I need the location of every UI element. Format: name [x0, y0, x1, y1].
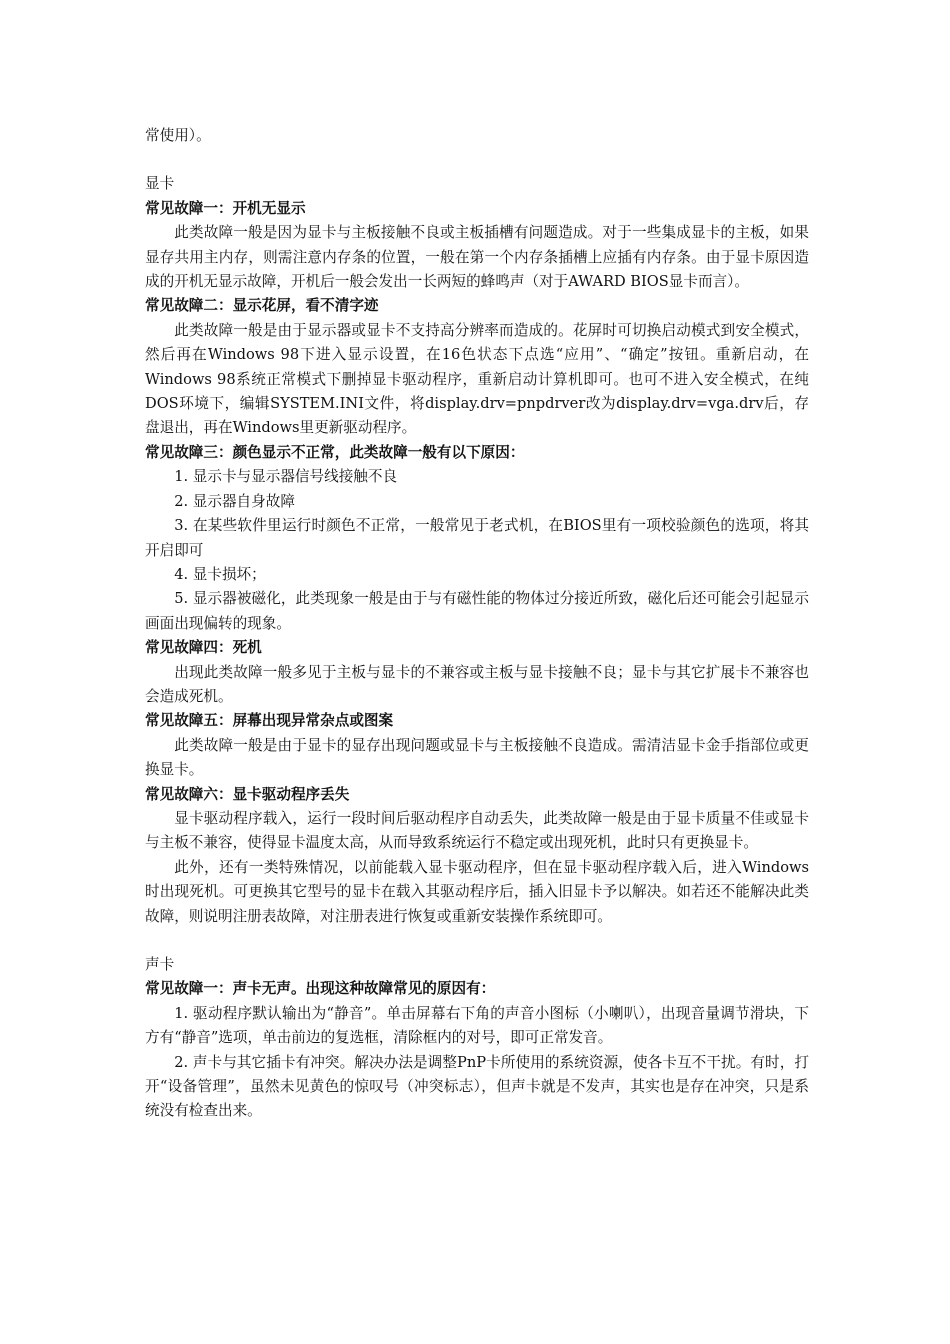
fault-heading: 常见故障四：死机	[145, 639, 262, 657]
fault-paragraph: 此类故障一般是因为显卡与主板接触不良或主板插槽有问题造成。对于一些集成显卡的主板，如果显存共用主内存，则需注意内存条的位置，一般在第一个内存条插槽上应插有内存条。由于显卡原因造成的开机无显示故障，开机后一般会发出一长两短的蜂鸣声（对于AWARD BIOS显卡而言）。	[145, 224, 809, 291]
list-item: 3. 在某些软件里运行时颜色不正常，一般常见于老式机，在BIOS里有一项校验颜色的选项，将其开启即可	[145, 517, 809, 559]
list-item: 5. 显示器被磁化，此类现象一般是由于与有磁性能的物体过分接近所致，磁化后还可能会引起显示画面出现偏转的现象。	[145, 590, 809, 632]
fault-paragraph: 此类故障一般是由于显示器或显卡不支持高分辨率而造成的。花屏时可切换启动模式到安全模式，然后再在Windows 98下进入显示设置，在16色状态下点选“应用”、“确定”按钮。重新启动，在Windows 98系统正常模式下删掉显卡驱动程序，重新启动计算机即可。也可不进入安全模式，在纯DOS环境下，编辑SYSTEM.INI文件，将display.drv=pnpdrver改为display.drv=vga.drv后，存盘退出，再在Windows里更新驱动程序。	[145, 321, 809, 437]
fault-heading: 常见故障五：屏幕出现异常杂点或图案	[145, 712, 394, 730]
fault-paragraph: 显卡驱动程序载入，运行一段时间后驱动程序自动丢失，此类故障一般是由于显卡质量不佳或显卡与主板不兼容，使得显卡温度太高，从而导致系统运行不稳定或出现死机，此时只有更换显卡。	[145, 809, 809, 852]
fault-paragraph: 出现此类故障一般多见于主板与显卡的不兼容或主板与显卡接触不良；显卡与其它扩展卡不兼容也会造成死机。	[145, 663, 809, 705]
section-label-sound: 声卡	[145, 956, 175, 973]
fault-heading: 常见故障二：显示花屏，看不清字迹	[145, 297, 379, 315]
list-item: 2. 声卡与其它插卡有冲突。解决办法是调整PnP卡所使用的系统资源，使各卡互不干扰。有时，打开“设备管理”，虽然未见黄色的惊叹号（冲突标志），但声卡就是不发声，其实也是存在冲突，只是系统没有检查出来。	[145, 1053, 809, 1120]
list-item: 4. 显卡损坏；	[174, 565, 266, 583]
fault-heading: 常见故障一：声卡无声。出现这种故障常见的原因有：	[145, 980, 496, 998]
document-body	[145, 124, 809, 1124]
fault-heading: 常见故障六：显卡驱动程序丢失	[145, 785, 350, 803]
section-label-gpu: 显卡	[145, 175, 175, 193]
fault-paragraph: 此外，还有一类特殊情况，以前能载入显卡驱动程序，但在显卡驱动程序载入后，进入Windows时出现死机。可更换其它型号的显卡在载入其驱动程序后，插入旧显卡予以解决。如若还不能解决此类故障，则说明注册表故障，对注册表进行恢复或重新安装操作系统即可。	[145, 858, 809, 925]
fault-heading: 常见故障三：颜色显示不正常，此类故障一般有以下原因：	[145, 443, 525, 461]
intro-text: 常使用）。	[145, 127, 211, 144]
list-item: 2. 显示器自身故障	[174, 492, 295, 510]
fault-paragraph: 此类故障一般是由于显卡的显存出现问题或显卡与主板接触不良造成。需清洁显卡金手指部位或更换显卡。	[145, 736, 809, 779]
list-item: 1. 显示卡与显示器信号线接触不良	[174, 468, 398, 486]
fault-heading: 常见故障一：开机无显示	[145, 199, 306, 217]
list-item: 1. 驱动程序默认输出为“静音”。单击屏幕右下角的声音小图标（小喇叭），出现音量调节滑块，下方有“静音”选项，单击前边的复选框，清除框内的对号，即可正常发音。	[145, 1004, 809, 1047]
